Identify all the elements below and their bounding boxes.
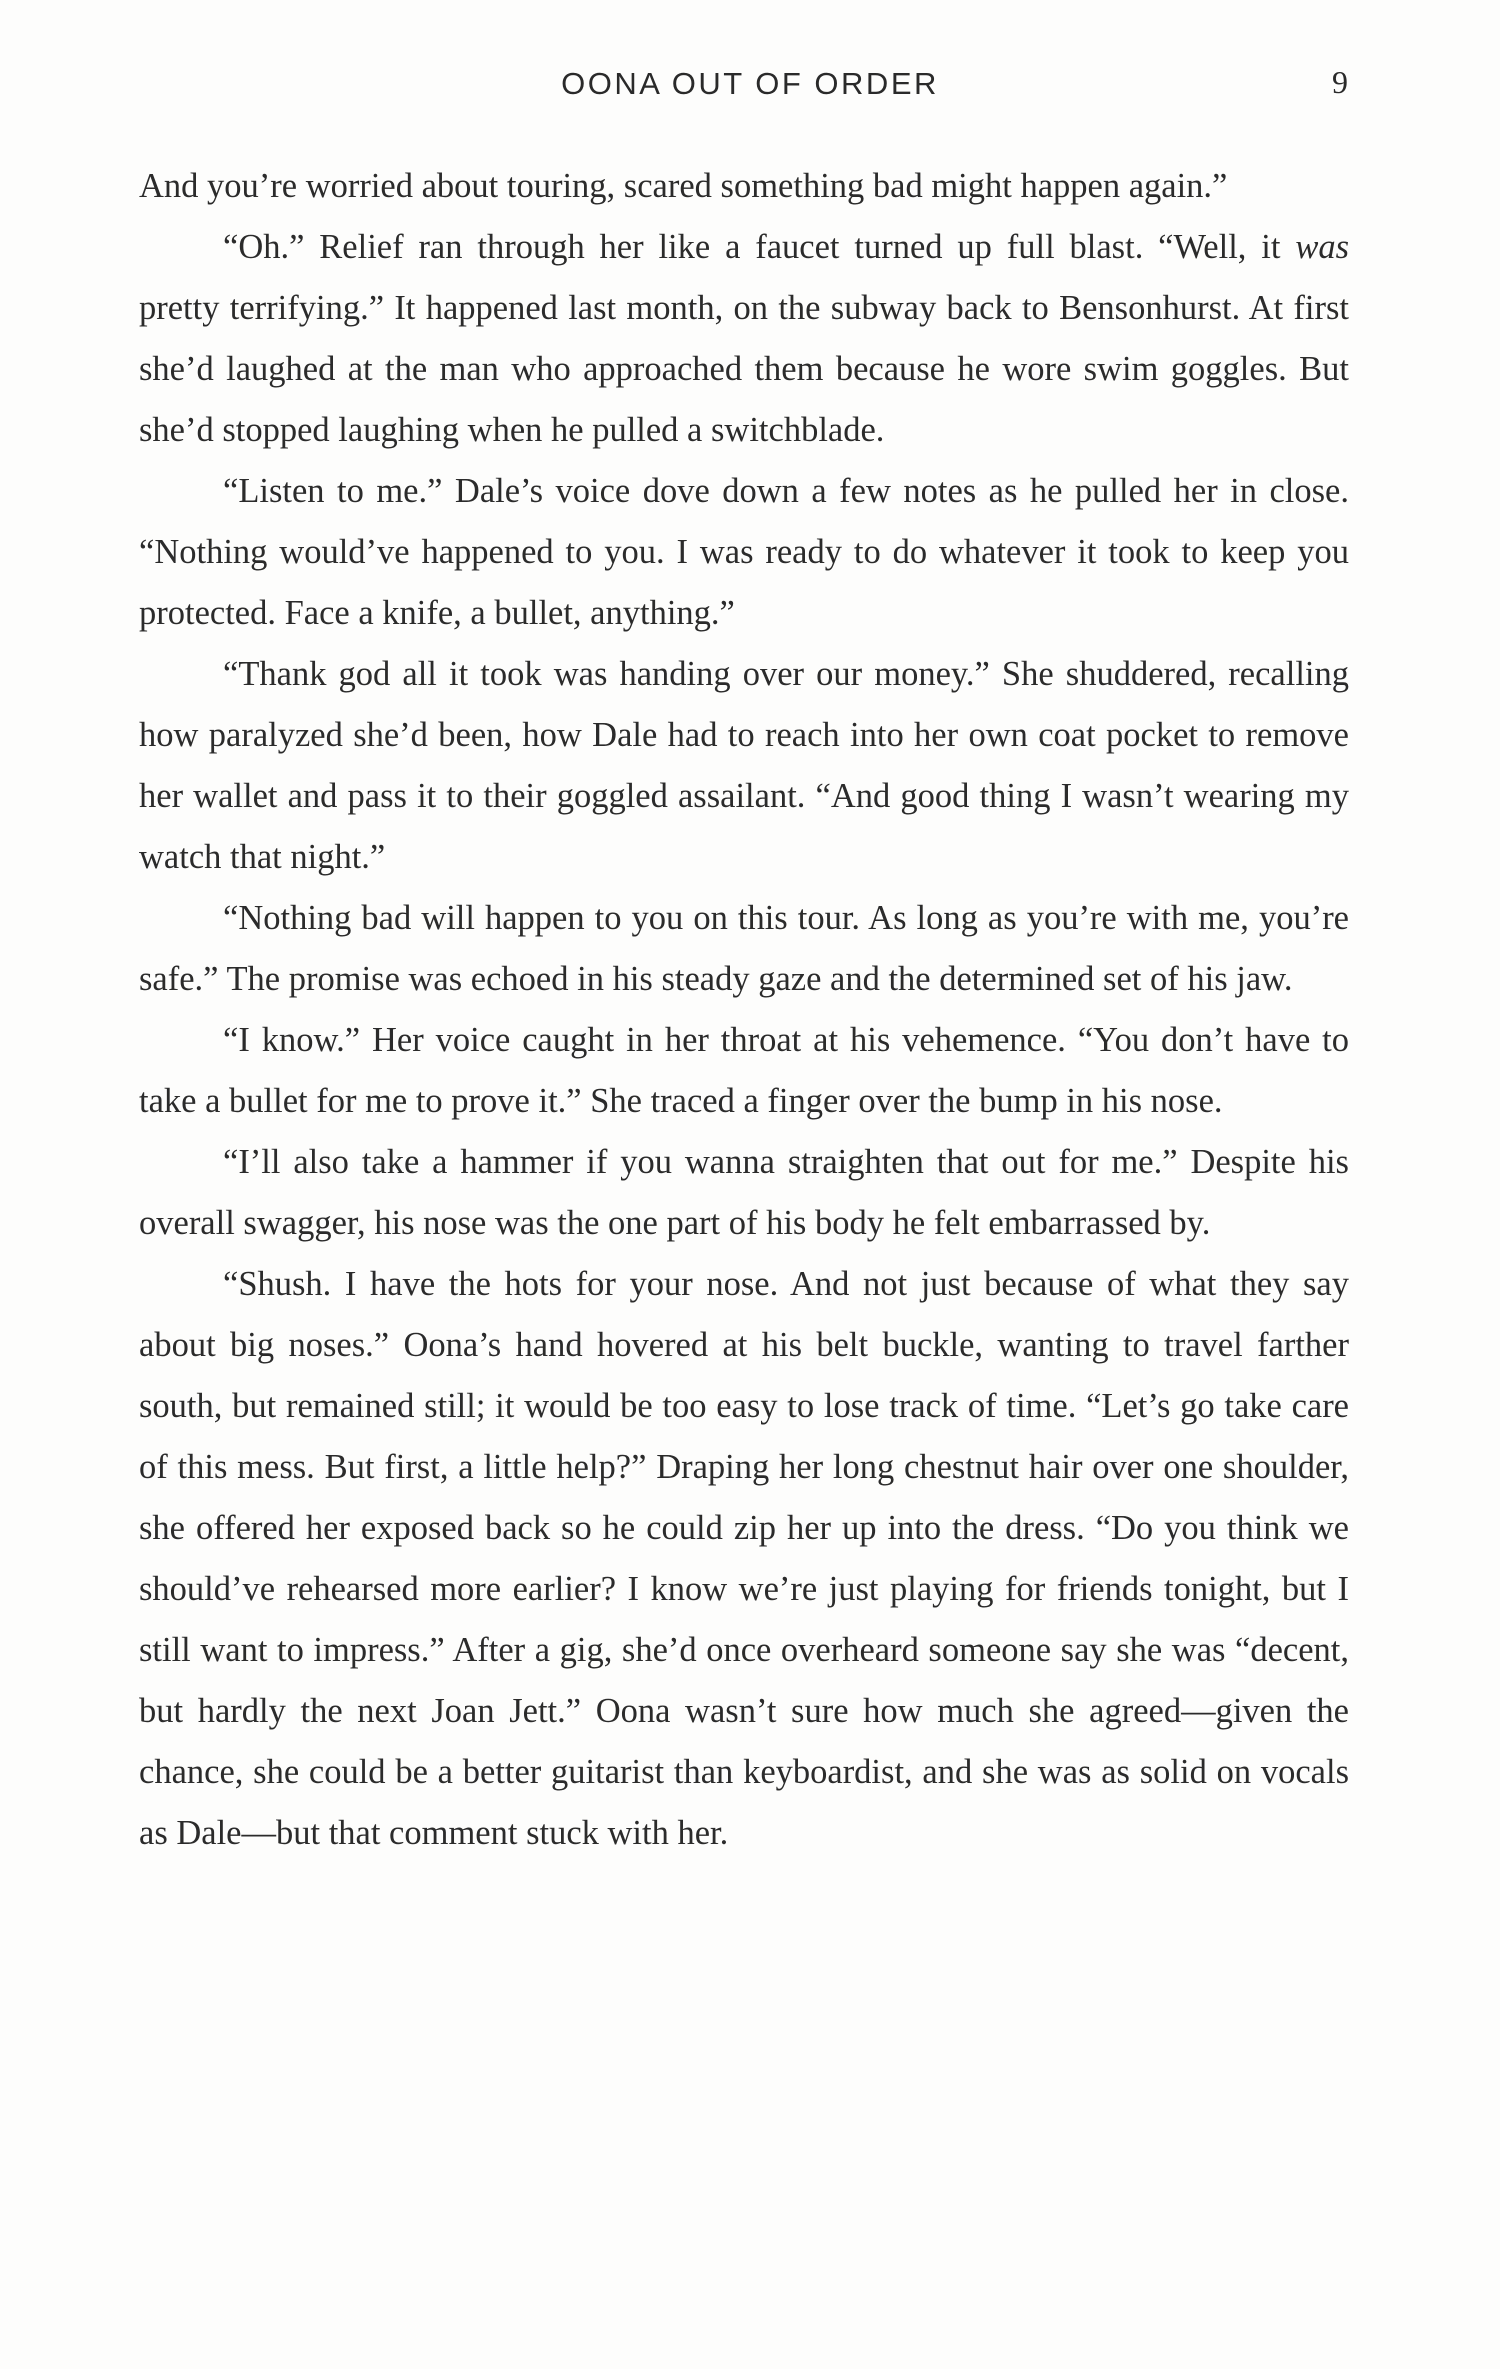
text-segment: “Oh.” Relief ran through her like a faucet turned up full blast. “Well, it bbox=[223, 228, 1296, 266]
text-segment: “Listen to me.” Dale’s voice dove down a few notes as he pulled her in close. “Nothing would’ve happened to you. I was ready to do whatever it took to keep you protected. Face a knife, a bullet, anything.” bbox=[139, 472, 1349, 632]
text-segment: pretty terrifying.” It happened last month, on the subway back to Bensonhurst. At first she’d laughed at the man who approached them because he wore swim goggles. But she’d stopped laughing when he pulled a switchblade. bbox=[139, 289, 1349, 449]
paragraph bbox=[139, 1254, 1349, 1864]
text-segment: “Thank god all it took was handing over our money.” She shuddered, recalling how paralyzed she’d been, how Dale had to reach into her own coat pocket to remove her wallet and pass it to their goggled assailant. “And good thing I wasn’t wearing my watch that night.” bbox=[139, 655, 1349, 876]
text-segment: “Shush. I have the hots for your nose. And not just because of what they say about big noses.” Oona’s hand hovered at his belt buckle, wanting to travel farther south, but remained still; it would be too easy to lose track of time. “Let’s go take care of this mess. But first, a little help?” Draping her long chestnut hair over one shoulder, she offered her exposed back so he could zip her up into the dress. “Do you think we should’ve rehearsed more earlier? I know we’re just playing for friends tonight, but I still want to impress.” After a gig, she’d once overheard someone say she was “decent, but hardly the next Joan Jett.” Oona wasn’t sure how much she agreed—given the chance, she could be a better guitarist than keyboardist, and she was as solid on vocals as Dale—but that comment stuck with her. bbox=[139, 1265, 1349, 1852]
running-title: OONA OUT OF ORDER bbox=[561, 66, 939, 101]
paragraph bbox=[139, 461, 1349, 644]
paragraph bbox=[139, 1010, 1349, 1132]
text-segment: And you’re worried about touring, scared something bad might happen again.” bbox=[139, 167, 1228, 205]
paragraph bbox=[139, 1132, 1349, 1254]
paragraph bbox=[139, 888, 1349, 1010]
paragraph bbox=[139, 156, 1349, 217]
paragraph bbox=[139, 644, 1349, 888]
running-head bbox=[0, 60, 1500, 110]
italic-emphasis: was bbox=[1295, 228, 1349, 266]
text-segment: “I know.” Her voice caught in her throat at his vehemence. “You don’t have to take a bullet for me to prove it.” She traced a finger over the bump in his nose. bbox=[139, 1021, 1349, 1120]
text-segment: “Nothing bad will happen to you on this tour. As long as you’re with me, you’re safe.” The promise was echoed in his steady gaze and the determined set of his jaw. bbox=[139, 899, 1349, 998]
body-text bbox=[139, 156, 1349, 1864]
paragraph bbox=[139, 217, 1349, 461]
page-number: 9 bbox=[1332, 64, 1348, 100]
text-segment: “I’ll also take a hammer if you wanna straighten that out for me.” Despite his overall swagger, his nose was the one part of his body he felt embarrassed by. bbox=[139, 1143, 1349, 1242]
